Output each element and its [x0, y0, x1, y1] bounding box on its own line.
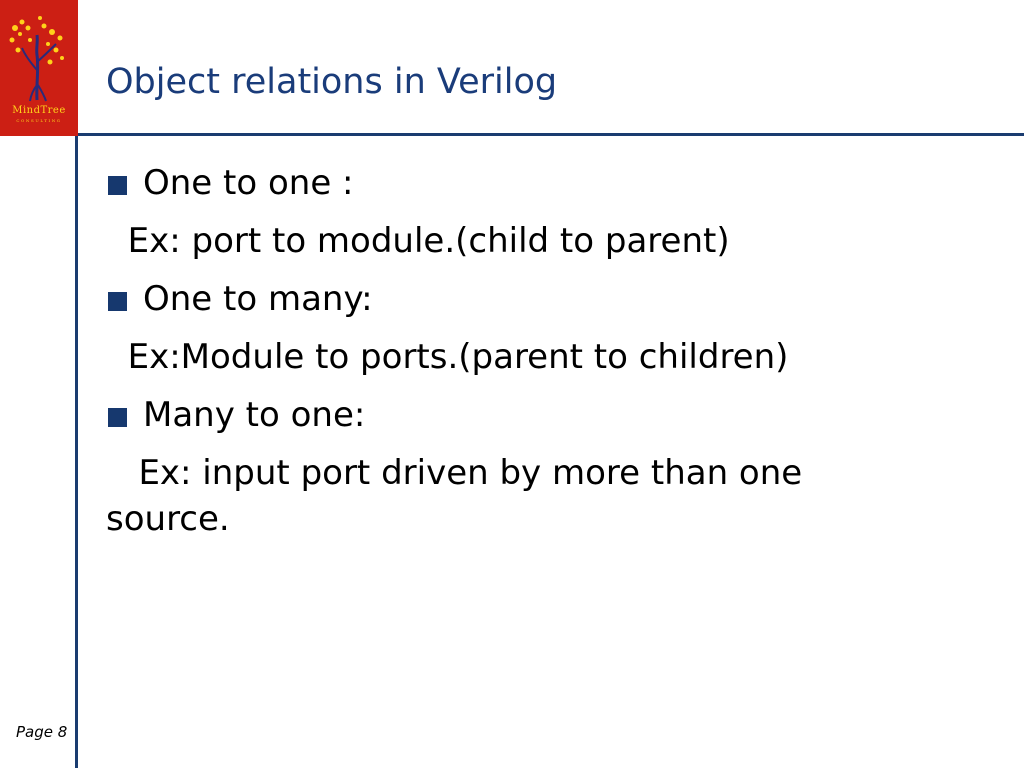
bullet-detail: Ex: port to module.(child to parent) [106, 221, 730, 261]
slide-title: Object relations in Verilog [106, 62, 558, 102]
bullet-detail: Ex: input port driven by more than one source. [106, 453, 814, 539]
page-number: Page 8 [16, 723, 68, 741]
bullet-item [106, 160, 986, 206]
square-bullet-icon [108, 408, 127, 427]
bullet-detail: Ex:Module to ports.(parent to children) [106, 337, 789, 377]
sidebar-divider [75, 136, 78, 768]
company-logo [0, 0, 78, 136]
logo-tagline: CONSULTING [16, 118, 62, 123]
bullet-heading: Many to one: [143, 395, 366, 435]
header-divider [78, 133, 1024, 136]
slide-body [106, 160, 986, 554]
bullet-heading: One to one : [143, 163, 354, 203]
square-bullet-icon [108, 292, 127, 311]
logo-wordmark: MindTree [12, 105, 66, 116]
bullet-heading: One to many: [143, 279, 373, 319]
bullet-item [106, 276, 986, 322]
bullet-item [106, 392, 986, 438]
square-bullet-icon [108, 176, 127, 195]
